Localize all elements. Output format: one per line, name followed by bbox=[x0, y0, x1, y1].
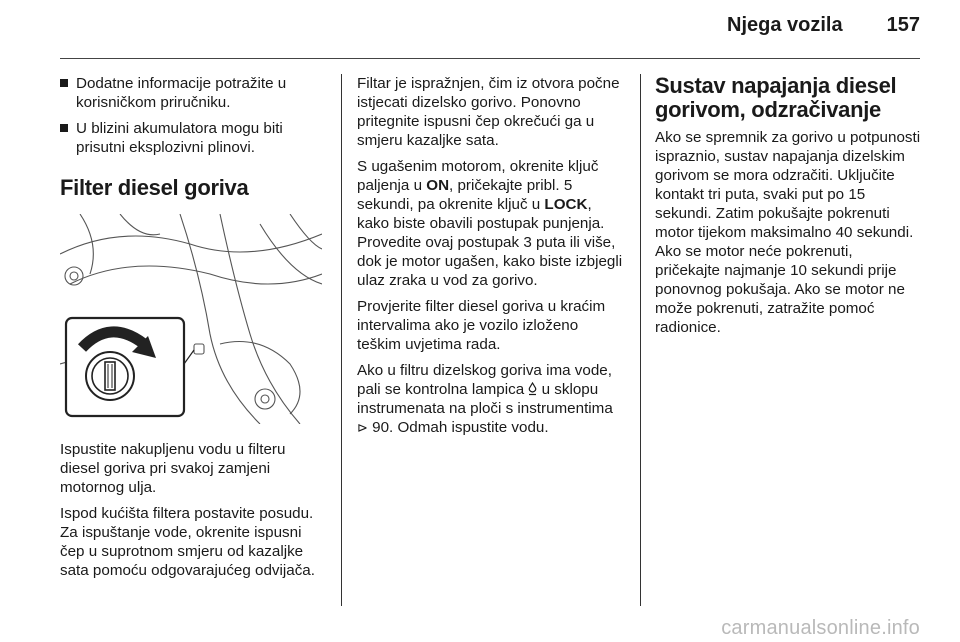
paragraph: Ispustite nakupljenu vodu u filteru diesel goriva pri svakoj zamjeni motornog ulja. bbox=[60, 441, 286, 496]
key-position-on: ON bbox=[426, 177, 450, 194]
header-divider bbox=[60, 58, 920, 59]
section-heading-filter: Filter diesel goriva bbox=[60, 175, 249, 200]
paragraph: S ugašenim motorom, okrenite ključ paljenja u ON, pričekajte pribl. 5 sekundi, pa okrenite ključ u LOCK, kako biste obavili postupak punjenja. Provedite ovaj postupak 3 puta ili više, dok je motor ugašen, kako biste izbjegli ulaz zraka u vod za gorivo. bbox=[357, 158, 623, 289]
square-bullet-icon bbox=[60, 124, 68, 132]
key-position-lock: LOCK bbox=[544, 196, 588, 213]
column-divider bbox=[640, 74, 641, 606]
column-right bbox=[655, 74, 921, 344]
list-item-text: U blizini akumulatora mogu biti prisutni eksplozivni plinovi. bbox=[76, 120, 283, 156]
fuel-filter-illustration bbox=[60, 214, 322, 424]
list-item bbox=[60, 74, 326, 112]
page-reference-arrow-icon: ⊳ bbox=[357, 420, 368, 435]
square-bullet-icon bbox=[60, 79, 68, 87]
fuel-filter-drawing bbox=[60, 214, 322, 424]
paragraph: Ako se spremnik za gorivo u potpunosti ispraznio, sustav napajanja dizelskim gorivom se mora odzračiti. Uključite kontakt tri puta, svaki put po 15 sekundi. Zatim pokušajte pokrenuti motor tijekom maksimalno 40 sekundi. Ako se motor neće pokrenuti, pričekajte najmanje 10 sekundi prije ponovnog pokušaja. Ako se motor ne može pokrenuti, zatražite pomoć radionice. bbox=[655, 129, 921, 336]
list-item-text: Dodatne informacije potražite u korisničkom priručniku. bbox=[76, 75, 287, 111]
watermark: carmanualsonline.info bbox=[721, 617, 920, 639]
section-title: Njega vozila bbox=[727, 14, 843, 36]
paragraph: Filtar je ispražnjen, čim iz otvora počne istjecati dizelsko gorivo. Ponovno pritegnite ispusni čep okrečući ga u smjeru kazaljke sata. bbox=[357, 75, 620, 149]
list-item bbox=[60, 119, 326, 157]
paragraph: Provjerite filter diesel goriva u kraćim intervalima ako je vozilo izloženo teškim uvjetima rada. bbox=[357, 298, 606, 353]
bullet-list bbox=[60, 74, 326, 157]
page-number: 157 bbox=[886, 14, 920, 36]
paragraph: Ispod kućišta filtera postavite posudu. Za ispuštanje vode, okrenite ispusni čep u suprotnom smjeru od kazaljke sata pomoću odgovarajućeg odvijača. bbox=[60, 505, 315, 579]
section-heading-bleeding: Sustav napajanja diesel gorivom, odzračivanje bbox=[655, 73, 897, 122]
column-middle bbox=[357, 74, 625, 444]
page-header bbox=[727, 14, 920, 37]
paragraph: Ako u filtru dizelskog goriva ima vode, pali se kontrolna lampica u sklopu instrumenata na ploči s instrumentima ⊳ 90. Odmah ispustite vodu. bbox=[357, 362, 613, 436]
column-left bbox=[60, 74, 326, 587]
column-divider bbox=[341, 74, 342, 606]
